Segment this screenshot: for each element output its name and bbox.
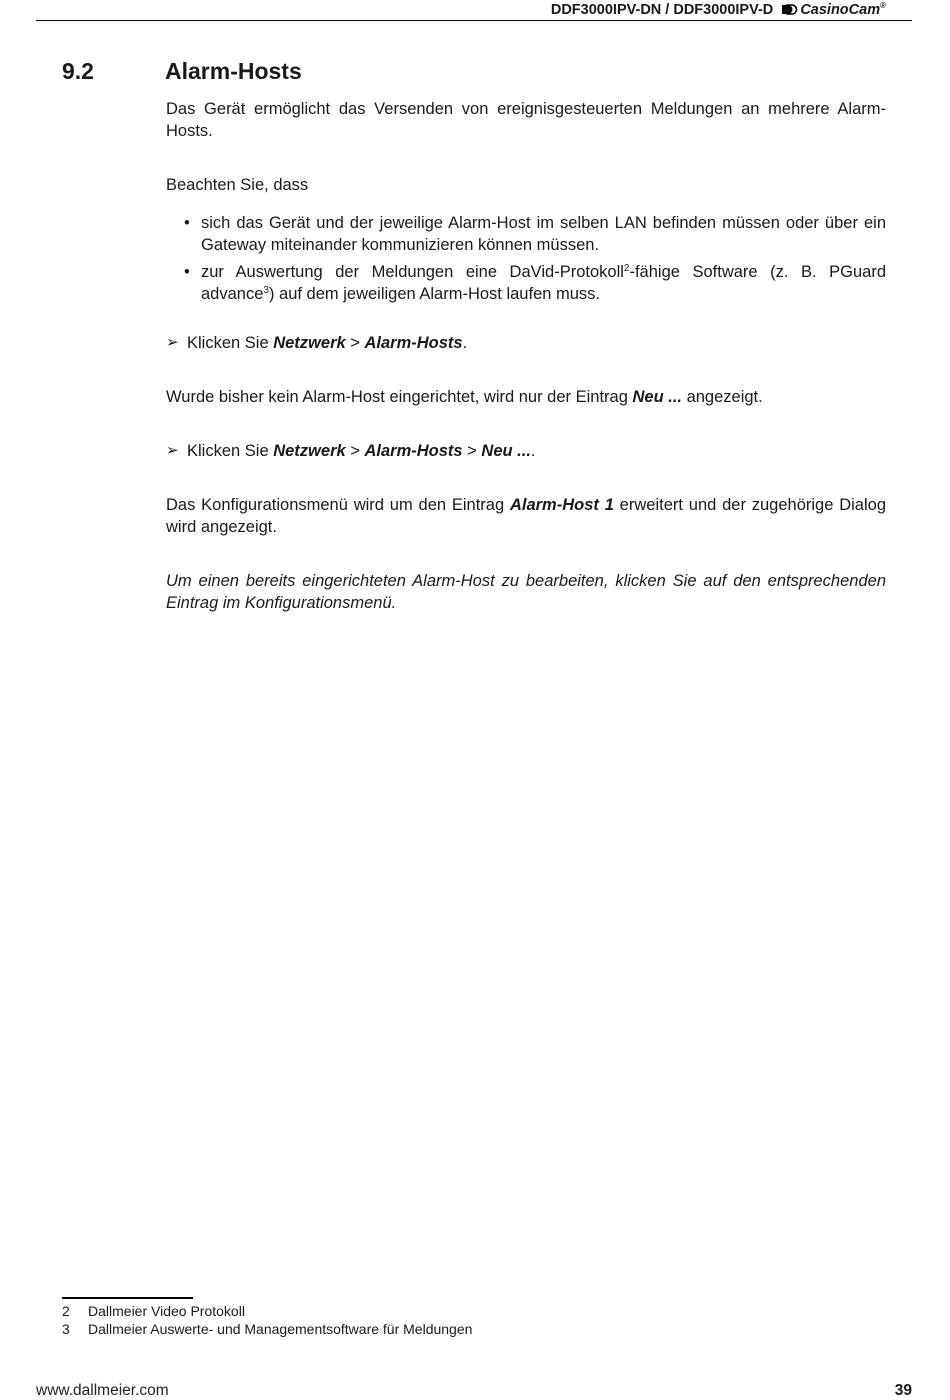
paragraph-text: Das Konfigurationsmenü wird um den Eintrag [166, 496, 510, 514]
footnote-item [62, 1302, 472, 1320]
header-model: DDF3000IPV-DN / DDF3000IPV-D [550, 2, 774, 18]
requirements-list [166, 212, 886, 305]
header-title [551, 1, 886, 18]
step-instruction [166, 440, 886, 462]
entry-alarm-host-1: Alarm-Host 1 [509, 496, 614, 514]
bullet-dot: • [184, 214, 190, 232]
menu-path-netzwerk: Netzwerk [273, 334, 346, 352]
path-separator: > [462, 442, 482, 460]
arrow-bullet-icon: ➢ [166, 442, 179, 459]
step-instruction [166, 332, 886, 354]
header-brand: CasinoCam [800, 2, 881, 18]
result-paragraph [166, 494, 886, 538]
menu-path-alarm-hosts: Alarm-Hosts [364, 334, 463, 352]
dallmeier-logo-icon [781, 4, 798, 15]
bullet-text: ) auf dem jeweiligen Alarm-Host laufen muss. [268, 285, 601, 303]
footnote-number: 2 [62, 1303, 70, 1319]
bullet-text: zur Auswertung der Meldungen eine DaVid-Protokoll [201, 263, 624, 281]
page-number: 39 [894, 1382, 912, 1399]
menu-path-netzwerk: Netzwerk [273, 442, 346, 460]
footnote-text: Dallmeier Video Protokoll [88, 1303, 245, 1319]
path-separator: > [345, 442, 365, 460]
paragraph-text: Wurde bisher kein Alarm-Host eingerichtet, wird nur der Eintrag [166, 388, 633, 406]
arrow-bullet-icon: ➢ [166, 334, 179, 351]
header-reg-mark: ® [880, 1, 886, 10]
step-text: Klicken Sie [187, 334, 274, 352]
section-number: 9.2 [62, 58, 94, 84]
footnote-text: Dallmeier Auswerte- und Managementsoftware für Meldungen [88, 1321, 473, 1337]
page-header [36, 0, 912, 21]
footnote-ref-3: 3 [263, 285, 269, 296]
path-separator: > [345, 334, 365, 352]
main-content [166, 98, 886, 614]
hint-paragraph: Um einen bereits eingerichteten Alarm-Host zu bearbeiten, klicken Sie auf den entsprechenden Eintrag im Konfigurationsmenü. [166, 572, 886, 612]
paragraph-text: angezeigt. [682, 388, 763, 406]
step-end: . [462, 334, 468, 352]
bullet-text: sich das Gerät und der jeweilige Alarm-Host im selben LAN befinden müssen oder über ein Gateway miteinander kommunizieren können müssen. [201, 214, 886, 254]
info-paragraph [166, 386, 886, 408]
section-title: Alarm-Hosts [165, 58, 302, 84]
menu-path-alarm-hosts: Alarm-Hosts [364, 442, 463, 460]
bullet-text: -fähige Software (z. B. PGuard advance [201, 263, 886, 303]
footnotes [62, 1302, 472, 1338]
bullet-dot: • [184, 263, 190, 281]
step-end: . [530, 442, 536, 460]
note-lead: Beachten Sie, dass [166, 176, 309, 194]
paragraph-text: erweitert und der zugehörige Dialog wird angezeigt. [166, 496, 886, 536]
menu-path-neu: Neu ... [481, 442, 531, 460]
footnote-item [62, 1320, 472, 1338]
footnote-number: 3 [62, 1321, 70, 1337]
entry-neu: Neu ... [632, 388, 682, 406]
footnote-divider [62, 1297, 193, 1299]
section-heading [62, 58, 302, 85]
footer-url: www.dallmeier.com [36, 1382, 169, 1399]
step-text: Klicken Sie [187, 442, 274, 460]
list-item [166, 212, 886, 256]
footnote-ref-2: 2 [623, 263, 630, 274]
list-item [166, 261, 886, 305]
intro-paragraph: Das Gerät ermöglicht das Versenden von ereignisgesteuerten Meldungen an mehrere Alarm-Hosts. [166, 100, 886, 140]
